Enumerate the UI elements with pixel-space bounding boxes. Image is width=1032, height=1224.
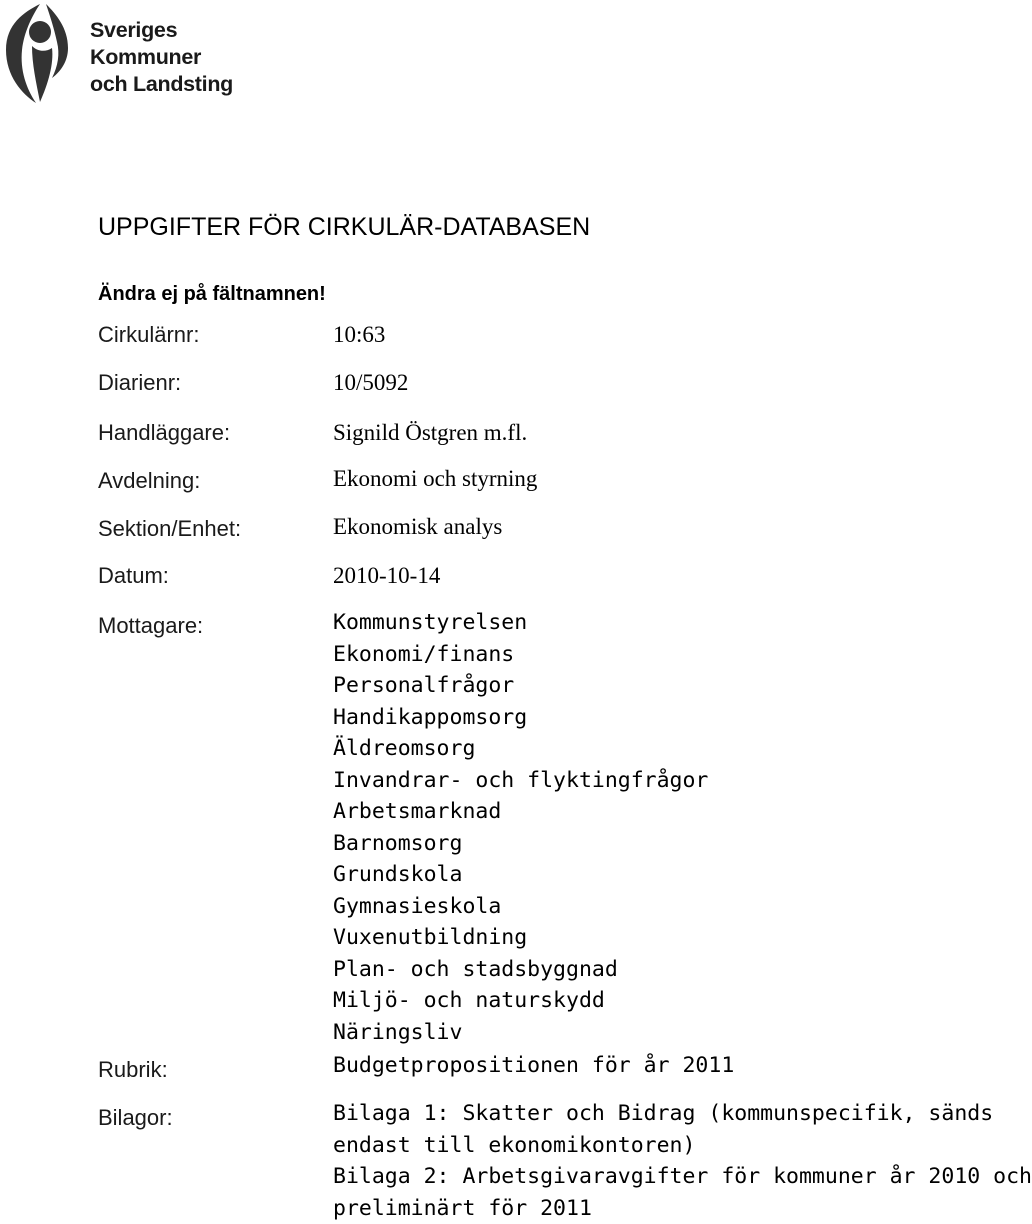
document-title: UPPGIFTER FÖR CIRKULÄR-DATABASEN — [98, 213, 591, 241]
attachment-line: preliminärt för 2011 — [333, 1195, 592, 1221]
cirkularnr-label: Cirkulärnr: — [98, 322, 200, 347]
attachment-line: Bilaga 2: Arbetsgivaravgifter för kommuner år 2010 och — [333, 1164, 1032, 1189]
list-item: Gymnasieskola — [333, 893, 502, 919]
list-item: Arbetsmarknad — [333, 799, 502, 824]
logo-line-1: Sveriges — [90, 18, 178, 42]
list-item: Näringsliv — [333, 1019, 463, 1045]
attachment-line: endast till ekonomikontoren) — [333, 1132, 696, 1158]
rubrik-label: Rubrik: — [98, 1057, 168, 1082]
datum-label: Datum: — [98, 563, 169, 588]
recipient-list — [333, 607, 708, 1048]
organization-logo — [0, 0, 260, 110]
datum-value: 2010-10-14 — [333, 563, 441, 588]
sektion-value: Ekonomisk analys — [333, 514, 503, 539]
field-name-warning: Ändra ej på fältnamnen! — [98, 283, 326, 305]
list-item: Kommunstyrelsen — [333, 610, 528, 635]
sektion-label: Sektion/Enhet: — [98, 516, 242, 541]
rubrik-value: Budgetpropositionen för år 2011 — [333, 1053, 735, 1078]
list-item: Barnomsorg — [333, 830, 463, 856]
logo-line-2: Kommuner — [90, 45, 202, 69]
list-item: Äldreomsorg — [333, 736, 476, 761]
list-item: Miljö- och naturskydd — [333, 988, 605, 1013]
logo-emblem-icon — [2, 2, 80, 106]
attachment-list — [333, 1098, 1032, 1224]
cirkularnr-value: 10:63 — [333, 322, 386, 347]
list-item: Plan- och stadsbyggnad — [333, 956, 618, 982]
list-item: Grundskola — [333, 862, 463, 887]
mottagare-label: Mottagare: — [98, 613, 204, 638]
diarienr-label: Diarienr: — [98, 370, 182, 395]
avdelning-value: Ekonomi och styrning — [333, 466, 538, 491]
diarienr-value: 10/5092 — [333, 370, 409, 395]
list-item: Personalfrågor — [333, 673, 515, 698]
avdelning-label: Avdelning: — [98, 468, 201, 493]
logo-wordmark — [90, 17, 233, 98]
handlaggare-label: Handläggare: — [98, 420, 231, 445]
logo-line-3: och Landsting — [90, 72, 234, 96]
list-item: Vuxenutbildning — [333, 925, 528, 950]
attachment-line: Bilaga 1: Skatter och Bidrag (kommunspecifik, sänds — [333, 1101, 994, 1126]
list-item: Ekonomi/finans — [333, 641, 515, 667]
list-item: Handikappomsorg — [333, 704, 528, 730]
bilagor-label: Bilagor: — [98, 1105, 173, 1130]
handlaggare-value: Signild Östgren m.fl. — [333, 420, 528, 445]
list-item: Invandrar- och flyktingfrågor — [333, 767, 709, 793]
